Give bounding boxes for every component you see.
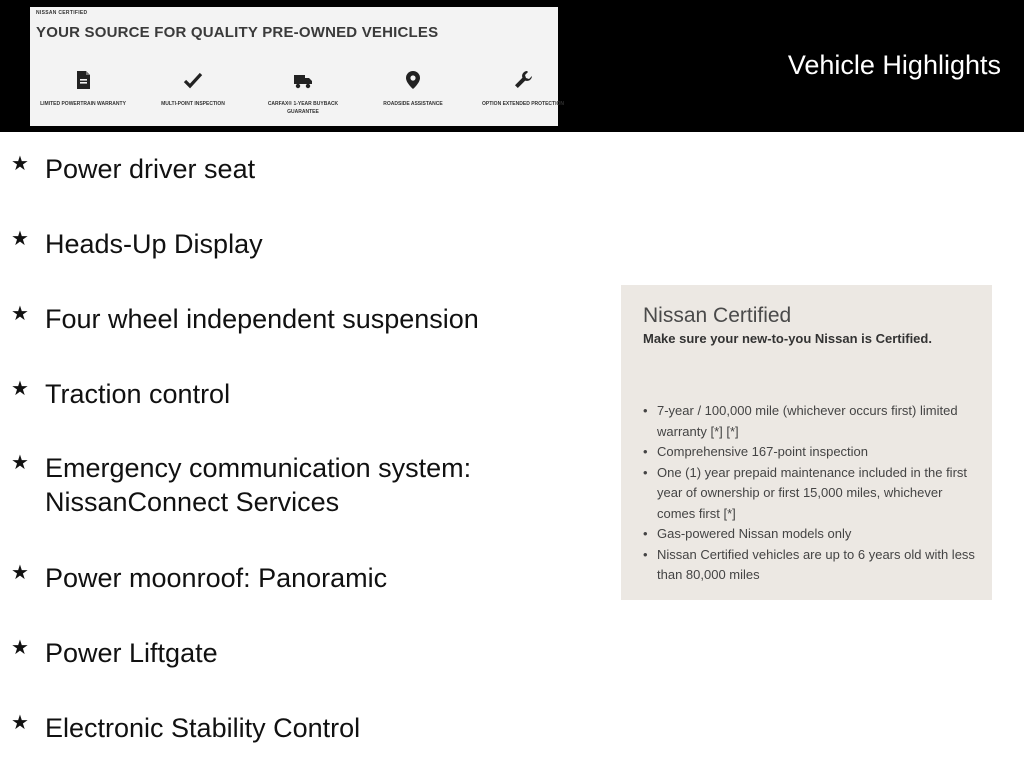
highlight-text: Four wheel independent suspension <box>45 304 479 334</box>
highlight-text: Power driver seat <box>45 154 256 184</box>
location-pin-icon <box>402 69 424 91</box>
list-item: • Nissan Certified vehicles are up to 6 years old with less than 80,000 miles <box>643 545 978 586</box>
checkmark-icon <box>182 69 204 91</box>
highlight-text: Electronic Stability Control <box>45 713 361 743</box>
star-icon: ★ <box>11 378 29 400</box>
star-icon: ★ <box>11 153 29 175</box>
banner-label-inspection: MULTI-POINT INSPECTION <box>161 101 225 107</box>
header-bar <box>0 0 1024 132</box>
star-icon: ★ <box>11 303 29 325</box>
highlight-text: Power moonroof: Panoramic <box>45 563 388 593</box>
nissan-certified-banner <box>30 7 564 126</box>
certified-benefits-list <box>643 401 978 586</box>
list-item: • Gas-powered Nissan models only <box>643 524 978 545</box>
banner-label-powertrain: LIMITED POWERTRAIN WARRANTY <box>40 101 126 107</box>
certified-title: Nissan Certified <box>643 304 792 327</box>
star-icon: ★ <box>11 452 29 474</box>
document-icon <box>72 69 94 91</box>
star-icon: ★ <box>11 637 29 659</box>
highlight-text: Power Liftgate <box>45 638 218 668</box>
banner-brand: NISSAN CERTIFIED <box>36 10 88 16</box>
highlight-text: Emergency communication system: NissanConnect Services <box>45 453 472 517</box>
banner-label-roadside: ROADSIDE ASSISTANCE <box>383 101 443 107</box>
star-icon: ★ <box>11 712 29 734</box>
star-icon: ★ <box>11 228 29 250</box>
highlight-text: Traction control <box>45 379 231 409</box>
highlight-text: Heads-Up Display <box>45 229 263 259</box>
banner-label-protection: OPTION EXTENDED PROTECTION <box>482 101 564 107</box>
page-title: Vehicle Highlights <box>787 50 1001 80</box>
star-icon: ★ <box>11 562 29 584</box>
certified-subtitle: Make sure your new-to-you Nissan is Certified. <box>643 331 932 346</box>
wrench-icon <box>512 69 534 91</box>
list-item: • Comprehensive 167-point inspection <box>643 442 978 463</box>
truck-icon <box>292 69 314 91</box>
banner-label-buyback: CARFAX® 1-YEAR BUYBACK GUARANTEE <box>267 101 339 115</box>
list-item: • One (1) year prepaid maintenance included in the first year of ownership or first 15,000 miles, whichever comes first [*] <box>643 463 978 525</box>
nissan-certified-card <box>621 285 992 600</box>
banner-title: YOUR SOURCE FOR QUALITY PRE-OWNED VEHICLES <box>36 24 439 41</box>
list-item: • 7-year / 100,000 mile (whichever occurs first) limited warranty [*] [*] <box>643 401 978 442</box>
